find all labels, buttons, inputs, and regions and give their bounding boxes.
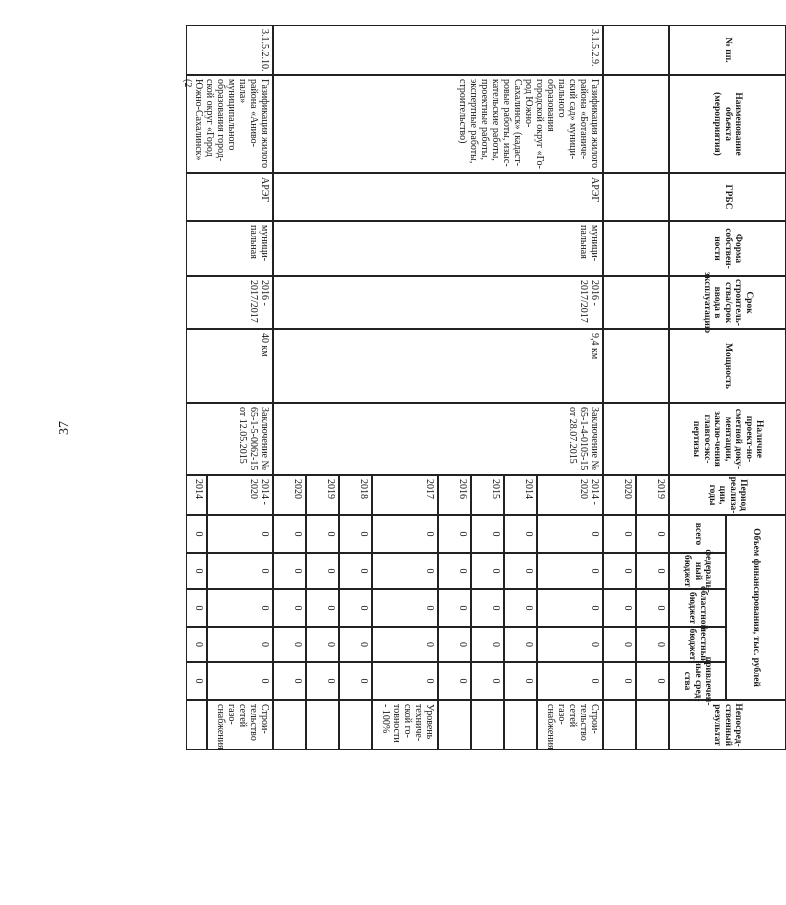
cell-regional: 0 [339,589,372,627]
cell-period: 2019 [306,475,339,515]
cell-total: 0 [339,515,372,553]
cell-period: 2014 [504,475,537,515]
cell-federal: 0 [471,553,504,589]
header-regional: областной бюджет [669,589,726,627]
cell-psd [603,403,669,475]
cell-name: Газификация жилого района «Аниво-пала» муниципального образования город-ской округ «Город Южно-Сахалинск» (2 [186,75,273,173]
cell-local: 0 [537,627,603,662]
cell-extra: 0 [186,662,207,700]
cell-extra: 0 [471,662,504,700]
cell-ownership: муници-пальная [273,221,603,276]
cell-extra: 0 [372,662,438,700]
cell-regional: 0 [207,589,273,627]
cell-total: 0 [636,515,669,553]
cell-federal: 0 [438,553,471,589]
cell-regional: 0 [273,589,306,627]
cell-total: 0 [471,515,504,553]
cell-period: 2015 [471,475,504,515]
cell-regional: 0 [186,589,207,627]
cell-period: 2017 [372,475,438,515]
cell-construction-term: 2016 - 2017/2017 [186,276,273,329]
cell-total: 0 [207,515,273,553]
cell-total: 0 [372,515,438,553]
cell-construction-term [603,276,669,329]
cell-period: 2018 [339,475,372,515]
header-funding-group: Объем финансирования, тыс. рублей [726,515,786,700]
cell-extra: 0 [339,662,372,700]
cell-local: 0 [186,627,207,662]
cell-num: 3.1.5.2.9. [273,25,603,75]
cell-result [339,700,372,750]
header-total: всего [669,515,726,553]
cell-regional: 0 [537,589,603,627]
cell-result [186,700,207,750]
cell-federal: 0 [636,553,669,589]
cell-result: Строи-тельство сетей газо-снабжения [207,700,273,750]
header-period: Период реализа-ции, годы [669,475,786,515]
cell-total: 0 [273,515,306,553]
cell-local: 0 [471,627,504,662]
cell-grbs: АРЭГ [273,173,603,221]
cell-period: 2014 [186,475,207,515]
cell-total: 0 [186,515,207,553]
header-result: Непосред-ственный результат [669,700,786,750]
cell-result: Строи-тельство сетей газо-снабжения [537,700,603,750]
cell-local: 0 [636,627,669,662]
cell-extra: 0 [603,662,636,700]
header-psd: Наличие проект-но-сметной доку-ментации, заклю-чения главгосэкс-пертизы [669,403,786,475]
cell-local: 0 [339,627,372,662]
page-number: 37 [57,421,72,435]
cell-grbs: АРЭГ [186,173,273,221]
cell-extra: 0 [636,662,669,700]
cell-result [603,700,636,750]
cell-capacity: 40 км [186,329,273,403]
header-ownership: Форма собствен-ности [669,221,786,276]
cell-capacity [603,329,669,403]
cell-period: 2020 [273,475,306,515]
cell-regional: 0 [471,589,504,627]
cell-result: Уровень техниче-ской го-товности - 100% [372,700,438,750]
cell-period: 2019 [636,475,669,515]
header-extra: привлечен-ные сред-ства [669,662,726,700]
cell-extra: 0 [207,662,273,700]
cell-federal: 0 [504,553,537,589]
cell-period: 2014 - 2020 [537,475,603,515]
cell-name: Газификация жилого района «Ботаниче-ский сад» муници-пального образования городской округ «Го-род Южно-Сахалинск» (кадаст-ровые работы, изыс-кательские работы, проектные работы, экспертные работы, строительство) [273,75,603,173]
cell-federal: 0 [207,553,273,589]
cell-extra: 0 [438,662,471,700]
header-capacity: Мощность [669,329,786,403]
cell-extra: 0 [273,662,306,700]
cell-federal: 0 [537,553,603,589]
cell-period: 2016 [438,475,471,515]
header-federal: федераль-ный бюджет [669,553,726,589]
cell-psd: Заключение № 65-1-5-0062-15 от 12.05.2015 [186,403,273,475]
cell-total: 0 [603,515,636,553]
cell-total: 0 [438,515,471,553]
cell-regional: 0 [306,589,339,627]
cell-total: 0 [537,515,603,553]
cell-regional: 0 [372,589,438,627]
cell-result [306,700,339,750]
cell-result [471,700,504,750]
cell-federal: 0 [372,553,438,589]
cell-local: 0 [603,627,636,662]
cell-local: 0 [306,627,339,662]
cell-result [438,700,471,750]
cell-name [603,75,669,173]
cell-local: 0 [207,627,273,662]
cell-result [504,700,537,750]
cell-ownership: муници-пальная [186,221,273,276]
cell-grbs [603,173,669,221]
cell-extra: 0 [306,662,339,700]
cell-federal: 0 [306,553,339,589]
cell-local: 0 [504,627,537,662]
cell-federal: 0 [273,553,306,589]
cell-extra: 0 [504,662,537,700]
header-grbs: ГРБС [669,173,786,221]
financing-table [0,25,786,750]
cell-local: 0 [273,627,306,662]
cell-result [273,700,306,750]
header-local: местный бюджет [669,627,726,662]
cell-total: 0 [504,515,537,553]
cell-period: 2020 [603,475,636,515]
cell-construction-term: 2016 - 2017/2017 [273,276,603,329]
cell-regional: 0 [504,589,537,627]
header-num: № пп. [669,25,786,75]
cell-regional: 0 [603,589,636,627]
cell-federal: 0 [603,553,636,589]
cell-num [603,25,669,75]
cell-capacity: 9,4 км [273,329,603,403]
cell-total: 0 [306,515,339,553]
cell-ownership [603,221,669,276]
header-name: Наименование объекта (мероприятия) [669,75,786,173]
cell-period: 2014 - 2020 [207,475,273,515]
header-construction-term: Срок строитель-ства/срок ввода в эксплуатацию [669,276,786,329]
cell-result [636,700,669,750]
cell-extra: 0 [537,662,603,700]
cell-federal: 0 [339,553,372,589]
cell-regional: 0 [636,589,669,627]
cell-local: 0 [372,627,438,662]
cell-local: 0 [438,627,471,662]
cell-psd: Заключение № 65-1-4-0105-15 от 28.07.2015 [273,403,603,475]
cell-federal: 0 [186,553,207,589]
cell-regional: 0 [438,589,471,627]
cell-num: 3.1.5.2.10. [186,25,273,75]
